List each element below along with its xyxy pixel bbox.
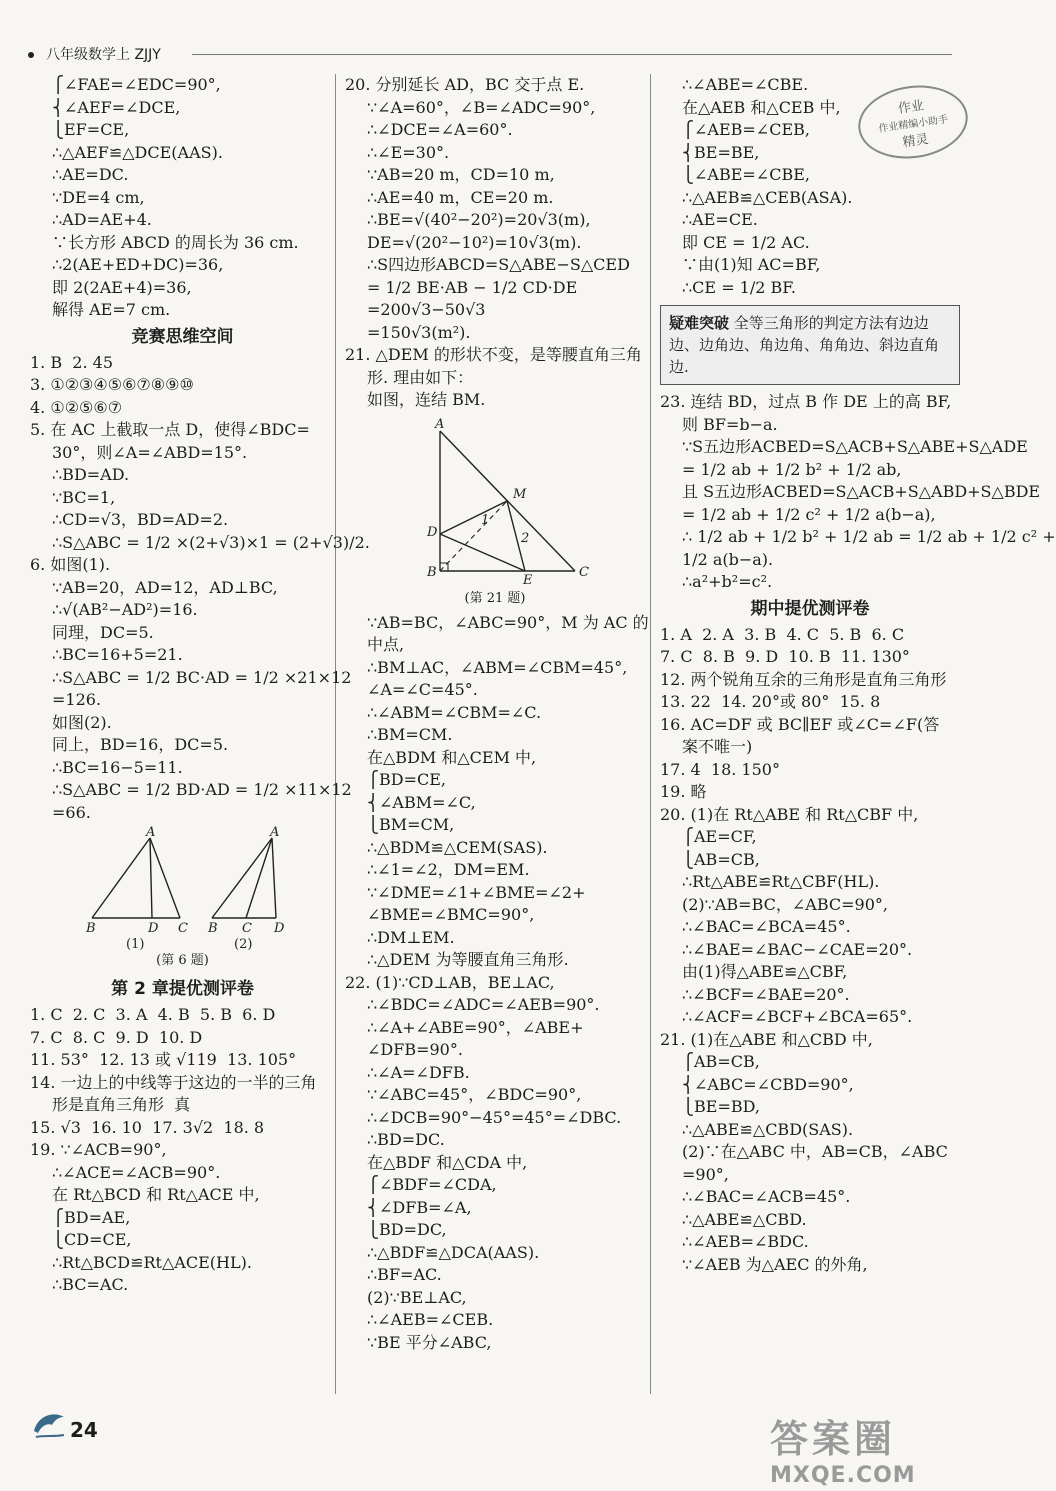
answer-line: ∵BE 平分∠ABC, [367, 1332, 492, 1352]
answer-line: = 1/2 ab + 1/2 b² + 1/2 ab, [682, 459, 902, 479]
figure-6-1-segment [92, 838, 150, 918]
answer-line: ∴∠ACE=∠ACB=90°. [52, 1162, 221, 1182]
answer-line: ∴AD=AE+4. [52, 210, 152, 229]
answer-line: ∴∠AEB=∠CEB. [367, 1310, 494, 1329]
stamp-line-3: 精灵 [901, 132, 930, 151]
answer-line: ∴∠1=∠2，DM=EM. [367, 860, 530, 879]
figure-6-svg [30, 825, 320, 952]
figure-6-1-segment [150, 838, 152, 918]
answer-item: 6. 如图(1). [30, 555, 111, 574]
figure-6-caption: (第 6 题) [156, 953, 209, 968]
answer-line: ∴∠AEB=∠BDC. [682, 1232, 809, 1251]
column-right [660, 74, 1056, 1276]
book-title: 八年级数学上 ZJJY [46, 47, 161, 63]
figure-21-label: E [523, 572, 533, 588]
figure-21-label: C [579, 564, 589, 580]
answer-line: ⎩BM=CM, [367, 815, 455, 834]
answer-line: ⎧∠FAE=∠EDC=90°, [52, 75, 221, 94]
answer-line: 即 CE = 1/2 AC. [682, 232, 810, 252]
header-rule [192, 54, 952, 55]
answer-line: ∴AE=DC. [52, 165, 129, 184]
answer-item: 1. B 2. 45 [30, 352, 113, 372]
tip-box-tag: 疑难突破 [669, 314, 730, 332]
section-heading: 第 2 章提优测评卷 [111, 979, 254, 999]
figure-6-2-label: A [270, 825, 280, 840]
answer-line: ∴△AEF≌△DCE(AAS). [52, 142, 223, 162]
answer-line: =150√3(m²). [367, 322, 471, 342]
answer-line: 则 BF=b−a. [682, 414, 778, 434]
answer-line: ⎨∠ABM=∠C, [367, 792, 476, 812]
figure-21-segment [440, 501, 507, 534]
answer-line: ∵AB=BC，∠ABC=90°，M 为 AC 的 [367, 612, 649, 632]
answer-line: ⎧BD=CE, [367, 770, 446, 789]
answer-line: ∴△ABE≌△CBD. [682, 1209, 807, 1229]
answer-line: ⎧AB=CB, [682, 1052, 760, 1071]
figure-6 [30, 825, 335, 970]
answer-line: ⎨BE=BE, [682, 142, 760, 162]
answer-item: 3. ①②③④⑤⑥⑦⑧⑨⑩ [30, 375, 194, 394]
figure-21-label: D [427, 524, 438, 540]
answer-line: ∴Rt△BCD≌Rt△ACE(HL). [52, 1252, 252, 1272]
answer-line: 形是直角三角形 真 [52, 1095, 191, 1114]
answer-line: ∵∠AEB 为△AEC 的外角, [682, 1254, 868, 1274]
answer-line: 中点, [367, 635, 405, 654]
answer-item: 15. √3 16. 10 17. 3√2 18. 8 [30, 1117, 265, 1137]
stamp-line-1: 作业 [897, 98, 925, 117]
answer-line: ∴∠DCB=90°−45°=45°=∠DBC. [367, 1107, 622, 1127]
answer-item: 5. 在 AC 上截取一点 D，使得∠BDC= [30, 420, 310, 439]
answer-line: 形. 理由如下： [367, 367, 474, 387]
answer-line: ∴∠A=∠DFB. [367, 1062, 470, 1082]
answer-item: 19. ∵∠ACB=90°, [30, 1140, 167, 1159]
answer-line: ∴△AEB≌△CEB(ASA). [682, 187, 853, 207]
site-watermark [770, 1408, 916, 1488]
answer-item: 17. 4 18. 150° [660, 759, 780, 779]
answer-line: 在△BDF 和△CDA 中, [367, 1152, 528, 1172]
answer-line: ∵∠ABC=45°，∠BDC=90°, [367, 1085, 582, 1104]
figure-21 [345, 416, 645, 608]
answer-line: ∴√(AB²−AD²)=16. [52, 600, 198, 619]
tip-box-text: 全等三角形的判定方法有边边边、边角边、角边角、角角边、斜边直角边. [669, 314, 940, 376]
answer-line: ∴∠BDC=∠ADC=∠AEB=90°. [367, 995, 600, 1014]
answer-item: 23. 连结 BD，过点 B 作 DE 上的高 BF, [660, 392, 952, 411]
answer-line: ∴BD=DC. [367, 1130, 445, 1149]
answer-line: ⎧∠AEB=∠CEB, [682, 120, 810, 139]
answer-line: 在△BDM 和△CEM 中, [367, 747, 537, 767]
answer-line: ∴BF=AC. [367, 1265, 442, 1284]
figure-6-2-label: D [274, 921, 285, 936]
answer-item: 19. 略 [660, 782, 707, 801]
answer-line: ∴Rt△ABE≌Rt△CBF(HL). [682, 872, 880, 891]
answer-item: 4. ①②⑤⑥⑦ [30, 397, 123, 417]
answer-item: 20. 分别延长 AD，BC 交于点 E. [345, 75, 585, 94]
answer-line: ∴ 1/2 ab + 1/2 b² + 1/2 ab = 1/2 ab + 1/2 c² + [682, 527, 1056, 546]
answer-line: ∴S四边形ABCD=S△ABE−S△CED [367, 255, 630, 274]
answer-item: 13. 22 14. 20°或 80° 15. 8 [660, 692, 881, 711]
figure-6-sub-caption: (2) [234, 937, 253, 952]
answer-line: ∵AB=20 m，CD=10 m, [367, 165, 555, 184]
answer-line: ∴DM⊥EM. [367, 927, 455, 947]
figure-6-2-segment [212, 838, 272, 918]
answer-line: ∴∠ABE=∠CBE. [682, 75, 809, 94]
answer-line: 在 Rt△BCD 和 Rt△ACE 中, [52, 1185, 260, 1204]
answer-line: ∴AE=40 m，CE=20 m. [367, 187, 554, 207]
answer-line: (2)∵AB=BC，∠ABC=90°, [682, 894, 888, 914]
answer-item: 20. (1)在 Rt△ABE 和 Rt△CBF 中, [660, 804, 919, 824]
figure-6-2-segment [246, 838, 272, 918]
answer-line: ⎩BE=BD, [682, 1097, 760, 1116]
answer-item: 16. AC=DF 或 BC∥EF 或∠C=∠F(答 [660, 714, 940, 734]
answer-line: 解得 AE=7 cm. [52, 300, 171, 319]
answer-line: ∵BC=1, [52, 487, 116, 507]
answer-line: ∴BC=16−5=11. [52, 757, 183, 777]
figure-6-2-label: C [242, 921, 252, 936]
watermark-url: MXQE.COM [770, 1463, 916, 1488]
answer-line: ∴∠ACF=∠BCF+∠BCA=65°. [682, 1007, 913, 1026]
answer-line: (2)∵在△ABC 中，AB=CB，∠ABC [682, 1142, 948, 1161]
column-middle [345, 74, 649, 1354]
answer-line: 如图(2). [52, 712, 112, 732]
answer-line: =66. [52, 802, 91, 822]
answer-line: 在△AEB 和△CEB 中, [682, 97, 841, 117]
answer-line: 同理，DC=5. [52, 622, 154, 642]
answer-line: ∵长方形 ABCD 的周长为 36 cm. [52, 232, 299, 252]
answer-line: ∴BC=AC. [52, 1275, 129, 1294]
answer-line: ∴BM⊥AC，∠ABM=∠CBM=45°, [367, 657, 628, 677]
answer-line: 且 S五边形ACBED=S△ACB+S△ABD+S△BDE [682, 482, 1041, 501]
watermark-logo-text: 答案圈 [770, 1417, 897, 1461]
answer-item: 7. C 8. C 9. D 10. D [30, 1027, 203, 1047]
answer-line: 由(1)得△ABE≌△CBF, [682, 962, 848, 981]
stamp-line-2: 作业精编小助手 [877, 114, 949, 135]
figure-21-segment [440, 534, 525, 571]
answer-line: ∴∠BAE=∠BAC−∠CAE=20°. [682, 939, 913, 959]
answer-line: ⎨∠DFB=∠A, [367, 1197, 472, 1217]
dolphin-logo-icon [30, 1405, 68, 1443]
answer-item: 22. (1)∵CD⊥AB，BE⊥AC, [345, 972, 555, 992]
figure-21-label: 1 [481, 512, 490, 528]
answer-line: ∴a²+b²=c². [682, 572, 773, 591]
figure-21-label: M [513, 486, 527, 502]
answer-line: =200√3−50√3 [367, 300, 486, 319]
answer-line: ⎨∠ABC=∠CBD=90°, [682, 1074, 854, 1094]
answer-item: 1. A 2. A 3. B 4. C 5. B 6. C [660, 624, 905, 644]
answer-line: ⎧∠BDF=∠CDA, [367, 1175, 497, 1194]
answer-line: ∴S△ABC = 1/2 ×(2+√3)×1 = (2+√3)/2. [52, 532, 370, 552]
answer-line: ∴∠BAC=∠ACB=45°. [682, 1187, 851, 1206]
answer-line: ⎩AB=CB, [682, 849, 760, 869]
answer-item: 1. C 2. C 3. A 4. B 5. B 6. D [30, 1005, 276, 1024]
answer-line: ⎩BD=DC, [367, 1220, 447, 1239]
answer-line: ∵∠DME=∠1+∠BME=∠2+ [367, 882, 586, 902]
column-divider [335, 74, 336, 1394]
answer-line: ∴2(AE+ED+DC)=36, [52, 255, 224, 274]
figure-6-1-label: A [146, 825, 156, 840]
answer-line: ∴∠ABM=∠CBM=∠C. [367, 702, 542, 722]
figure-6-sub-caption: (1) [126, 937, 145, 952]
answer-line: ∵AB=20，AD=12，AD⊥BC, [52, 577, 278, 597]
figure-21-label: B [427, 564, 437, 580]
figure-6-1-segment [150, 838, 180, 918]
figure-21-caption: (第 21 题) [464, 590, 526, 606]
answer-line: ∴∠BAC=∠BCA=45°. [682, 917, 851, 936]
figure-6-2-label: B [208, 921, 218, 936]
answer-line: 1/2 a(b−a). [682, 549, 774, 569]
answer-item: 21. (1)在△ABE 和△CBD 中, [660, 1029, 873, 1049]
answer-line: ∴∠DCE=∠A=60°. [367, 120, 513, 139]
answer-line: 如图，连结 BM. [367, 390, 486, 409]
answer-line: ⎨∠AEF=∠DCE, [52, 97, 181, 117]
answer-line: ∴AE=CE. [682, 210, 758, 229]
bullet-dot [28, 52, 34, 58]
answer-line: ∵由(1)知 AC=BF, [682, 255, 821, 274]
answer-line: = 1/2 ab + 1/2 c² + 1/2 a(b−a), [682, 504, 936, 524]
figure-6-1-label: C [178, 921, 188, 936]
figure-6-1-label: D [148, 921, 159, 936]
answer-item: 12. 两个锐角互余的三角形是直角三角形 [660, 669, 947, 689]
tip-box [660, 305, 960, 385]
answer-line: ∴S△ABC = 1/2 BD·AD = 1/2 ×11×12 [52, 780, 352, 799]
answer-line: ⎩CD=CE, [52, 1230, 132, 1249]
answer-line: ∴∠BCF=∠BAE=20°. [682, 984, 850, 1004]
answer-line: 即 2(2AE+4)=36, [52, 277, 192, 297]
answer-line: ∴BM=CM. [367, 725, 453, 744]
answer-line: ∴BC=16+5=21. [52, 645, 183, 664]
section-heading: 期中提优测评卷 [750, 598, 870, 619]
page-number: 24 [70, 1418, 98, 1442]
figure-6-2-segment [272, 838, 276, 918]
answer-line: ⎧BD=AE, [52, 1207, 131, 1227]
answer-line: ∴CE = 1/2 BF. [682, 277, 796, 297]
figure-21-label: A [435, 416, 445, 432]
answer-line: ∠DFB=90°. [367, 1040, 463, 1059]
answer-line: =126. [52, 690, 102, 709]
answer-line: ∵S五边形ACBED=S△ACB+S△ABE+S△ADE [682, 437, 1028, 456]
answer-line: ∵∠A=60°，∠B=∠ADC=90°, [367, 97, 596, 117]
answer-line: DE=√(20²−10²)=10√3(m). [367, 232, 582, 252]
answer-line: ⎩∠ABE=∠CBE, [682, 165, 810, 184]
answer-line: ∴∠A+∠ABE=90°，∠ABE+ [367, 1017, 584, 1037]
answer-line: ∴△ABE≌△CBD(SAS). [682, 1119, 854, 1139]
column-left [30, 74, 370, 1297]
answer-line: =90°, [682, 1164, 729, 1184]
column-divider [650, 74, 651, 1394]
answer-line: 案不唯一) [682, 737, 753, 756]
answer-line: (2)∵BE⊥AC, [367, 1287, 467, 1307]
figure-21-label: 2 [521, 530, 530, 546]
answer-line: 30°，则∠A=∠ABD=15°. [52, 442, 248, 462]
answer-line: = 1/2 BE·AB − 1/2 CD·DE [367, 277, 578, 297]
answer-item: 14. 一边上的中线等于这边的一半的三角 [30, 1072, 317, 1092]
figure-21-svg [345, 416, 635, 586]
answer-line: ∴BE=√(40²−20²)=20√3(m), [367, 210, 591, 229]
answer-line: ⎩EF=CE, [52, 120, 130, 139]
answer-item: 7. C 8. B 9. D 10. B 11. 130° [660, 647, 910, 666]
answer-line: ∴∠E=30°. [367, 142, 450, 162]
answer-item: 21. △DEM 的形状不变，是等腰直角三角 [345, 345, 642, 364]
figure-21-dashed-segment [440, 501, 507, 571]
answer-line: ∴S△ABC = 1/2 BC·AD = 1/2 ×21×12 [52, 667, 352, 687]
answer-line: ∵DE=4 cm, [52, 187, 145, 207]
answer-line: 同上，BD=16，DC=5. [52, 735, 229, 754]
answer-line: ∴△DEM 为等腰直角三角形. [367, 950, 569, 969]
answer-line: ⎧AE=CF, [682, 827, 757, 846]
section-heading: 竞赛思维空间 [131, 326, 234, 347]
figure-6-1-label: B [86, 921, 96, 936]
page-header [22, 40, 952, 70]
answer-line: ∠BME=∠BMC=90°, [367, 905, 535, 924]
answer-line: ∴△BDF≌△DCA(AAS). [367, 1242, 540, 1262]
answer-line: ∠A=∠C=45°. [367, 680, 478, 699]
answer-line: ∴△BDM≌△CEM(SAS). [367, 837, 548, 857]
answer-line: ∴BD=AD. [52, 465, 130, 484]
answer-item: 11. 53° 12. 13 或 √119 13. 105° [30, 1050, 297, 1069]
answer-line: ∴CD=√3，BD=AD=2. [52, 510, 229, 529]
